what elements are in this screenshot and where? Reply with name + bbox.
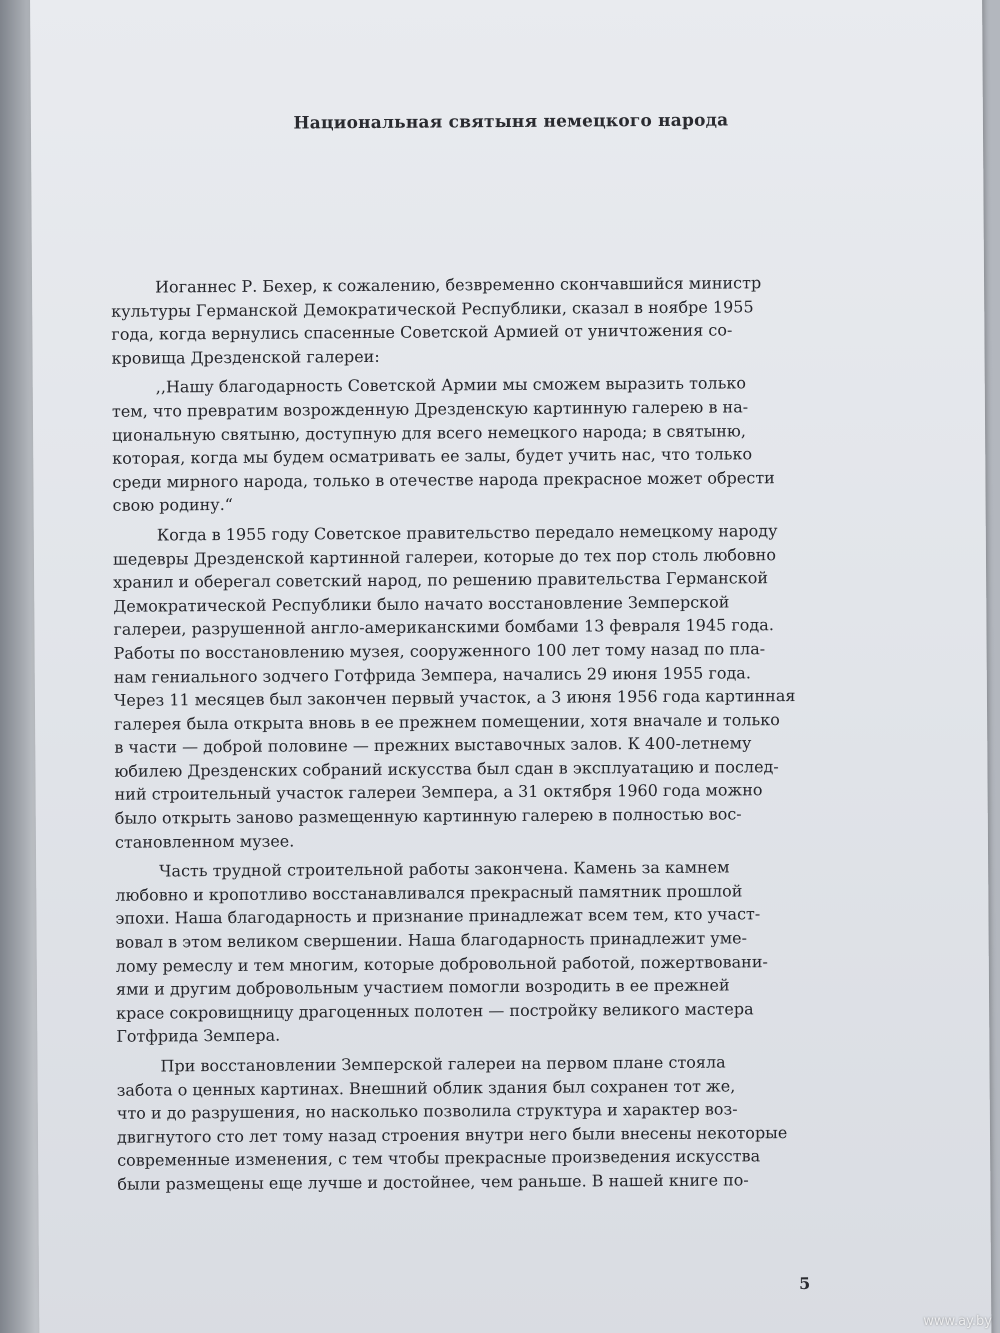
text-line: Когда в 1955 году Советское правительство передало немецкому народу <box>156 521 778 545</box>
text-line: Иоганнес Р. Бехер, к сожалению, безвременно скончавшийся министр <box>154 273 762 297</box>
text-line: Готфрида Земпера. <box>116 1026 281 1047</box>
text-line: любовно и кропотливо восстанавливался прекрасный памятник прошлой <box>115 881 743 905</box>
text-line: ний строительный участок галереи Земпера, а 31 октября 1960 года можно <box>114 780 763 805</box>
text-line: которая, когда мы будем осматривать ее залы, будет учить нас, что только <box>112 444 753 468</box>
paragraph <box>116 1050 847 1197</box>
paragraph <box>111 271 842 370</box>
text-line: современные изменения, с тем чтобы прекрасные произведения искусства <box>117 1146 761 1171</box>
text-line: Через 11 месяцев был закончен первый участок, а 3 июня 1956 года картинная <box>113 686 796 710</box>
text-line: красе сокровищницу драгоценных полотен — постройку великого мастера <box>116 999 754 1023</box>
text-line: Работы по восстановлению музея, сооруженного 100 лет тому назад по пла- <box>113 639 766 663</box>
text-line: эпохи. Наша благодарность и признание принадлежат всем тем, кто участ- <box>115 904 761 929</box>
text-line: галереи, разрушенной англо-американскими бомбами 13 февраля 1945 года. <box>113 615 774 640</box>
text-line: культуры Германской Демократической Республики, сказал в ноябре 1955 <box>111 296 754 321</box>
text-line: года, когда вернулись спасенные Советской Армией от уничтожения со- <box>111 320 733 344</box>
text-line: Часть трудной строительной работы закончена. Камень за камнем <box>159 857 730 881</box>
watermark: www.ay.by <box>923 1314 992 1329</box>
text-line: двигнутого сто лет тому назад строения внутри него были внесены некоторые <box>116 1122 788 1147</box>
text-line: были размещены еще лучше и достойнее, чем раньше. В нашей книге по- <box>117 1170 749 1194</box>
paragraph <box>112 371 843 518</box>
text-line: ями и другим добровольным участием помогли возродить в ее прежней <box>115 975 730 999</box>
text-line: ,,Нашу благодарность Советской Армии мы сможем выразить только <box>155 373 747 397</box>
text-line: вовал в этом великом свершении. Наша благодарность принадлежит уме- <box>115 928 748 952</box>
text-line: шедевры Дрезденской картинной галереи, которые до тех пор столь любовно <box>112 544 776 569</box>
text-line: нам гениального зодчего Готфрида Земпера, начались 29 июня 1955 года. <box>113 662 751 687</box>
text-line: в части — доброй половине — прежних выставочных залов. К 400-летнему <box>114 733 752 758</box>
text-line: свою родину.“ <box>112 495 234 516</box>
book-page <box>30 0 991 1333</box>
text-line: При восстановлении Земперской галереи на первом плане стояла <box>160 1052 726 1076</box>
text-line: галерея была открыта вновь в ее прежнем помещении, хотя вначале и только <box>114 709 780 734</box>
text-line: кровища Дрезденской галереи: <box>111 346 380 368</box>
chapter-title: Национальная святыня немецкого народа <box>293 110 729 134</box>
text-line: забота о ценных картинах. Внешний облик здания был сохранен тот же, <box>116 1076 736 1100</box>
paragraph <box>113 519 845 854</box>
body-text <box>111 271 847 1203</box>
text-line: циональную святыню, доступную для всего немецкого народа; в святыню, <box>112 420 746 445</box>
text-line: было открыть заново размещенную картинную галерею в полностью вос- <box>114 804 742 828</box>
text-line: Демократической Республики было начато восстановление Земперской <box>113 592 730 616</box>
text-line: хранил и оберегал советский народ, по решению правительства Германской <box>113 568 769 592</box>
text-line: среди мирного народа, только в отечестве народа прекрасное может обрести <box>112 467 775 492</box>
text-line: тем, что превратим возрожденную Дрезденскую картинную галерею в на- <box>111 397 749 421</box>
text-line: лому ремеслу и тем многим, которые добровольной работой, пожертвовани- <box>115 951 768 976</box>
text-line: юбилею Дрезденских собраний искусства был сдан в эксплуатацию и послед- <box>114 756 779 781</box>
text-line: что и до разрушения, но насколько позволила структура и характер воз- <box>116 1099 738 1123</box>
page-number: 5 <box>798 1273 811 1293</box>
paragraph <box>115 855 846 1049</box>
text-line: становленном музее. <box>114 831 295 852</box>
